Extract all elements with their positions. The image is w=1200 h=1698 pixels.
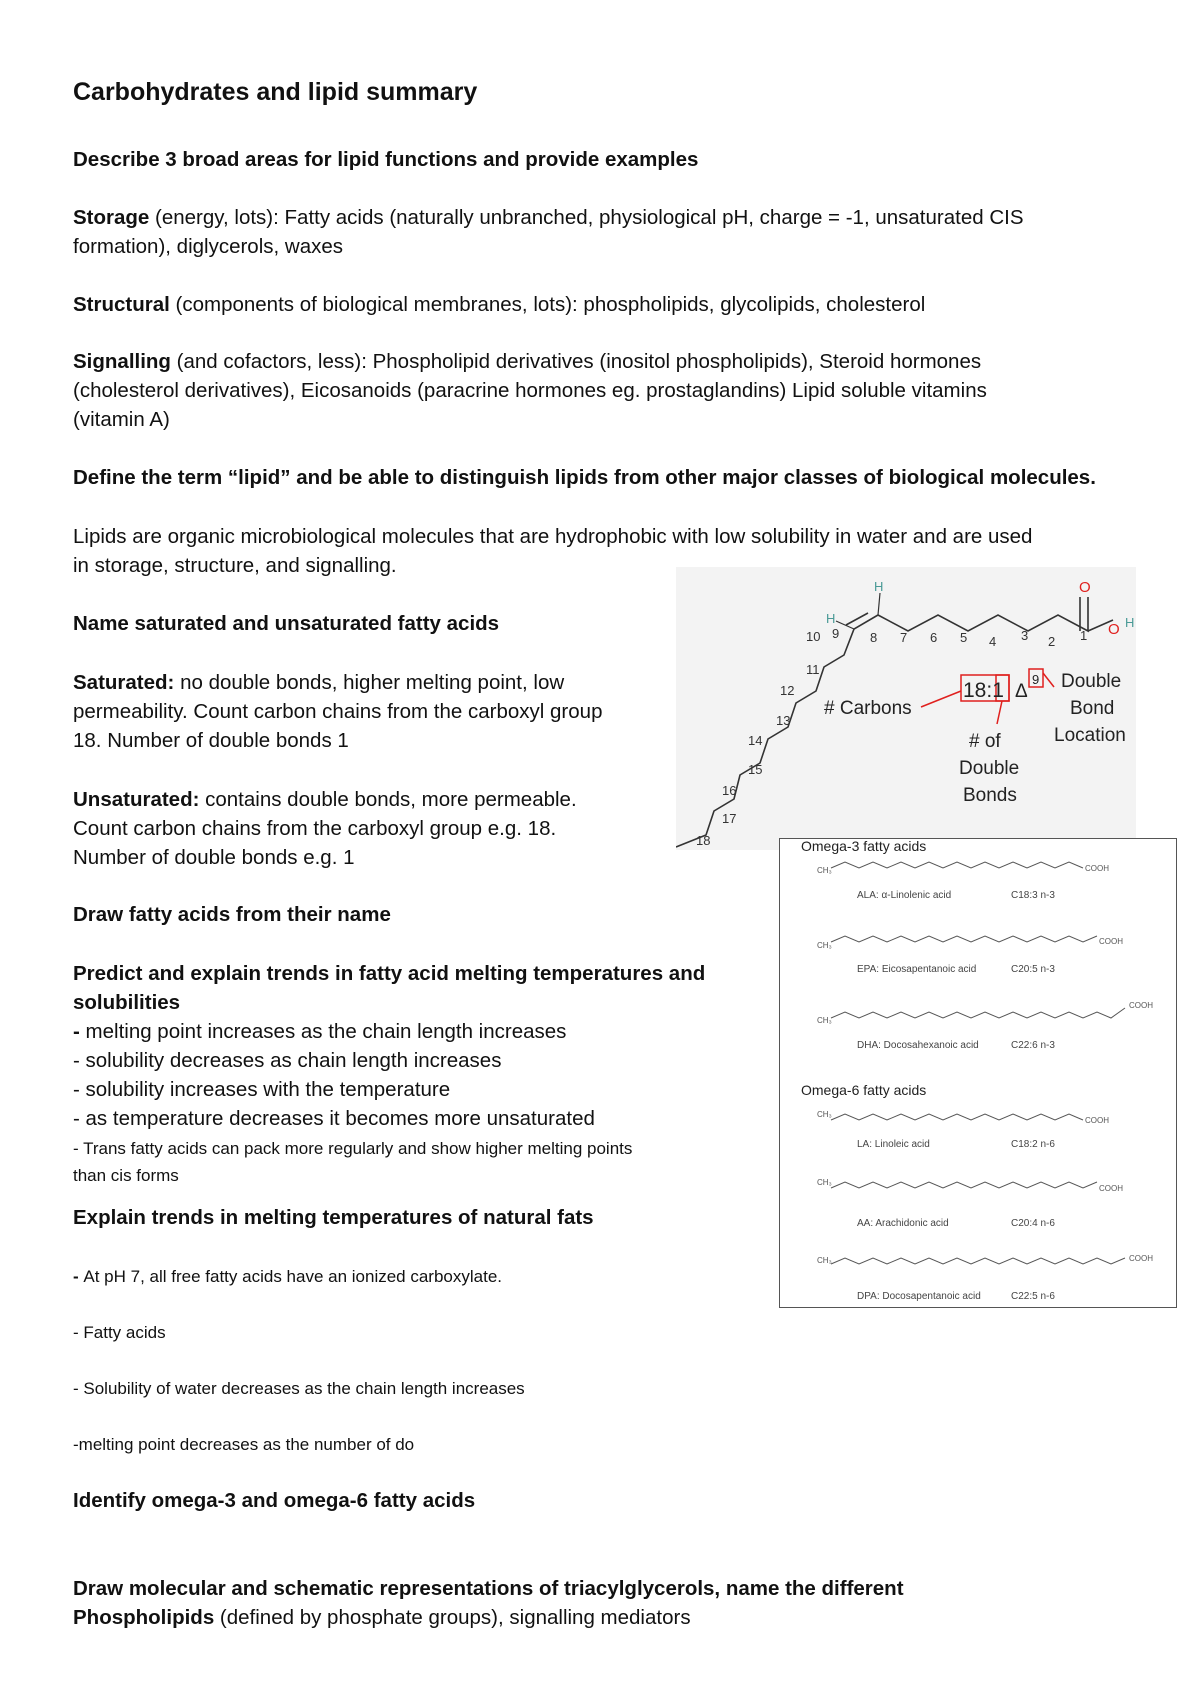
label-db-location-1: Double <box>1061 671 1122 692</box>
carbon-number: 10 <box>806 629 821 644</box>
carbon-number: 14 <box>748 733 763 748</box>
structural-label: Structural <box>73 293 170 316</box>
signalling-line-1 <box>73 347 981 376</box>
saturated-line-3: 18. Number of double bonds 1 <box>73 729 349 752</box>
carbon-number: 7 <box>900 630 908 645</box>
storage-text: (energy, lots): Fatty acids (naturally unbranched, physiological pH, charge = -1, unsaturated CIS <box>149 206 1024 229</box>
acid-name-aa: AA: Arachidonic acid <box>857 1218 949 1229</box>
storage-label: Storage <box>73 206 150 229</box>
hydrogen-atom-left: H <box>826 611 836 626</box>
unsaturated-label: Unsaturated: <box>73 788 200 811</box>
unsaturated-text: contains double bonds, more permeable. <box>199 788 577 811</box>
carbon-number: 3 <box>1021 628 1029 643</box>
question-natural-fats: Explain trends in melting temperatures of natural fats <box>73 1206 594 1229</box>
oleic-acid-diagram <box>676 567 1136 850</box>
saturated-line-1 <box>73 668 564 697</box>
cooh-label: COOH <box>1085 1116 1109 1125</box>
question-triacylglycerols: Draw molecular and schematic representations of triacylglycerols, name the different <box>73 1577 904 1600</box>
signalling-line-3: (vitamin A) <box>73 408 170 431</box>
carbon-number: 15 <box>748 762 763 777</box>
natural-fats-item-3: - Solubility of water decreases as the chain length increases <box>73 1379 525 1398</box>
trend-item-1: - melting point increases as the chain length increases <box>73 1020 567 1043</box>
carbon-number: 8 <box>870 630 878 645</box>
lipid-definition-line-2: in storage, structure, and signalling. <box>73 554 397 577</box>
omega-3-title: Omega-3 fatty acids <box>801 838 927 854</box>
question-name-fatty-acids: Name saturated and unsaturated fatty acids <box>73 612 500 635</box>
question-define-lipid: Define the term “lipid” and be able to distinguish lipids from other major classes of biological molecules. <box>73 466 1096 489</box>
label-num-double-bonds-3: Bonds <box>963 785 1017 806</box>
carbon-number: 13 <box>776 713 791 728</box>
notation-main: 18:1 <box>963 679 1004 702</box>
ch3-label: CH₃ <box>817 941 832 950</box>
trend-item-3: - solubility increases with the temperature <box>73 1078 451 1101</box>
label-carbons: # Carbons <box>824 698 912 719</box>
carbon-number: 1 <box>1080 628 1088 643</box>
phospholipids-line <box>73 1603 691 1632</box>
question-omega: Identify omega-3 and omega-6 fatty acids <box>73 1489 476 1512</box>
carbon-number: 6 <box>930 630 938 645</box>
omega-6-title: Omega-6 fatty acids <box>801 1082 927 1098</box>
saturated-text: no double bonds, higher melting point, low <box>174 671 565 694</box>
unsaturated-line-3: Number of double bonds e.g. 1 <box>73 846 355 869</box>
natural-fats-item-4: -melting point decreases as the number of do <box>73 1435 415 1454</box>
saturated-line-2: permeability. Count carbon chains from the carboxyl group <box>73 700 603 723</box>
natural-fats-item-1: - At pH 7, all free fatty acids have an ionized carboxylate. <box>73 1267 503 1286</box>
acid-formula-dha: C22:6 n-3 <box>1011 1040 1055 1051</box>
question-predict-trends-line-1: Predict and explain trends in fatty acid melting temperatures and <box>73 962 706 985</box>
acid-name-la: LA: Linoleic acid <box>857 1139 930 1150</box>
label-num-double-bonds-2: Double <box>959 758 1020 779</box>
label-db-location-2: Bond <box>1070 698 1115 719</box>
structural-line <box>73 290 925 319</box>
signalling-label: Signalling <box>73 350 171 373</box>
carbon-number: 11 <box>806 662 820 677</box>
storage-line-2: formation), diglycerols, waxes <box>73 235 344 258</box>
oxygen-atom-carbonyl: O <box>1079 579 1091 596</box>
saturated-label: Saturated: <box>73 671 175 694</box>
ch3-label: CH₃ <box>817 866 832 875</box>
ch3-label: CH₃ <box>817 1016 832 1025</box>
signalling-line-2: (cholesterol derivatives), Eicosanoids (paracrine hormones eg. prostaglandins) Lipid soluble vitamins <box>73 379 987 402</box>
cooh-label: COOH <box>1129 1254 1153 1263</box>
ch3-label: CH₃ <box>817 1178 832 1187</box>
label-db-location-3: Location <box>1054 725 1126 746</box>
lipid-definition-line-1: Lipids are organic microbiological molecules that are hydrophobic with low solubility in water and are used <box>73 525 1033 548</box>
cooh-label: COOH <box>1099 1184 1123 1193</box>
acid-formula-dpa: C22:5 n-6 <box>1011 1291 1055 1302</box>
ch3-label: CH₃ <box>817 1256 832 1265</box>
signalling-text: (and cofactors, less): Phospholipid derivatives (inositol phospholipids), Steroid hormones <box>170 350 982 373</box>
ch3-label: CH₃ <box>817 1110 832 1119</box>
omega-fatty-acids-figure <box>779 838 1177 1308</box>
unsaturated-line-1 <box>73 785 577 814</box>
omega-fatty-acids-diagram <box>779 838 1177 1308</box>
notation-superscript: 9 <box>1032 672 1040 687</box>
structural-text: (components of biological membranes, lots): phospholipids, glycolipids, cholesterol <box>169 293 926 316</box>
question-draw-fatty-acids: Draw fatty acids from their name <box>73 903 391 926</box>
trend-item-2: - solubility decreases as chain length increases <box>73 1049 502 1072</box>
acid-name-epa: EPA: Eicosapentanoic acid <box>857 964 977 975</box>
trans-note-line-1: - Trans fatty acids can pack more regularly and show higher melting points <box>73 1139 633 1158</box>
carbon-number: 4 <box>989 634 997 649</box>
unsaturated-line-2: Count carbon chains from the carboxyl group e.g. 18. <box>73 817 557 840</box>
carbon-number: 16 <box>722 783 737 798</box>
label-num-double-bonds-1: # of <box>969 731 1001 752</box>
page-title: Carbohydrates and lipid summary <box>73 78 478 106</box>
carbon-number: 5 <box>960 630 968 645</box>
trend-item-4: - as temperature decreases it becomes more unsaturated <box>73 1107 595 1130</box>
acid-name-dha: DHA: Docosahexanoic acid <box>857 1040 979 1051</box>
question-lipid-functions: Describe 3 broad areas for lipid functions and provide examples <box>73 148 699 171</box>
cooh-label: COOH <box>1129 1001 1153 1010</box>
natural-fats-item-2: - Fatty acids <box>73 1323 166 1342</box>
notation-delta: Δ <box>1015 681 1028 702</box>
carbon-number: 18 <box>696 833 711 848</box>
cooh-label: COOH <box>1085 864 1109 873</box>
acid-name-ala: ALA: α-Linolenic acid <box>857 890 952 901</box>
carbon-number: 12 <box>780 683 795 698</box>
carbon-number: 2 <box>1048 634 1056 649</box>
storage-line-1 <box>73 203 1024 232</box>
hydrogen-atom-hydroxyl: H <box>1125 615 1135 630</box>
oleic-acid-figure <box>676 567 1136 850</box>
acid-formula-aa: C20:4 n-6 <box>1011 1218 1055 1229</box>
hydrogen-atom-top: H <box>874 579 884 594</box>
acid-formula-ala: C18:3 n-3 <box>1011 890 1055 901</box>
acid-name-dpa: DPA: Docosapentanoic acid <box>857 1291 981 1302</box>
carbon-number: 17 <box>722 811 737 826</box>
acid-formula-epa: C20:5 n-3 <box>1011 964 1055 975</box>
oxygen-atom-hydroxyl: O <box>1108 621 1120 638</box>
phospholipids-label: Phospholipids <box>73 1606 215 1629</box>
cooh-label: COOH <box>1099 937 1123 946</box>
carbon-number: 9 <box>832 626 840 641</box>
acid-formula-la: C18:2 n-6 <box>1011 1139 1055 1150</box>
phospholipids-text: (defined by phosphate groups), signalling mediators <box>214 1606 691 1629</box>
question-predict-trends-line-2: solubilities <box>73 991 181 1014</box>
trans-note-line-2: than cis forms <box>73 1166 179 1185</box>
